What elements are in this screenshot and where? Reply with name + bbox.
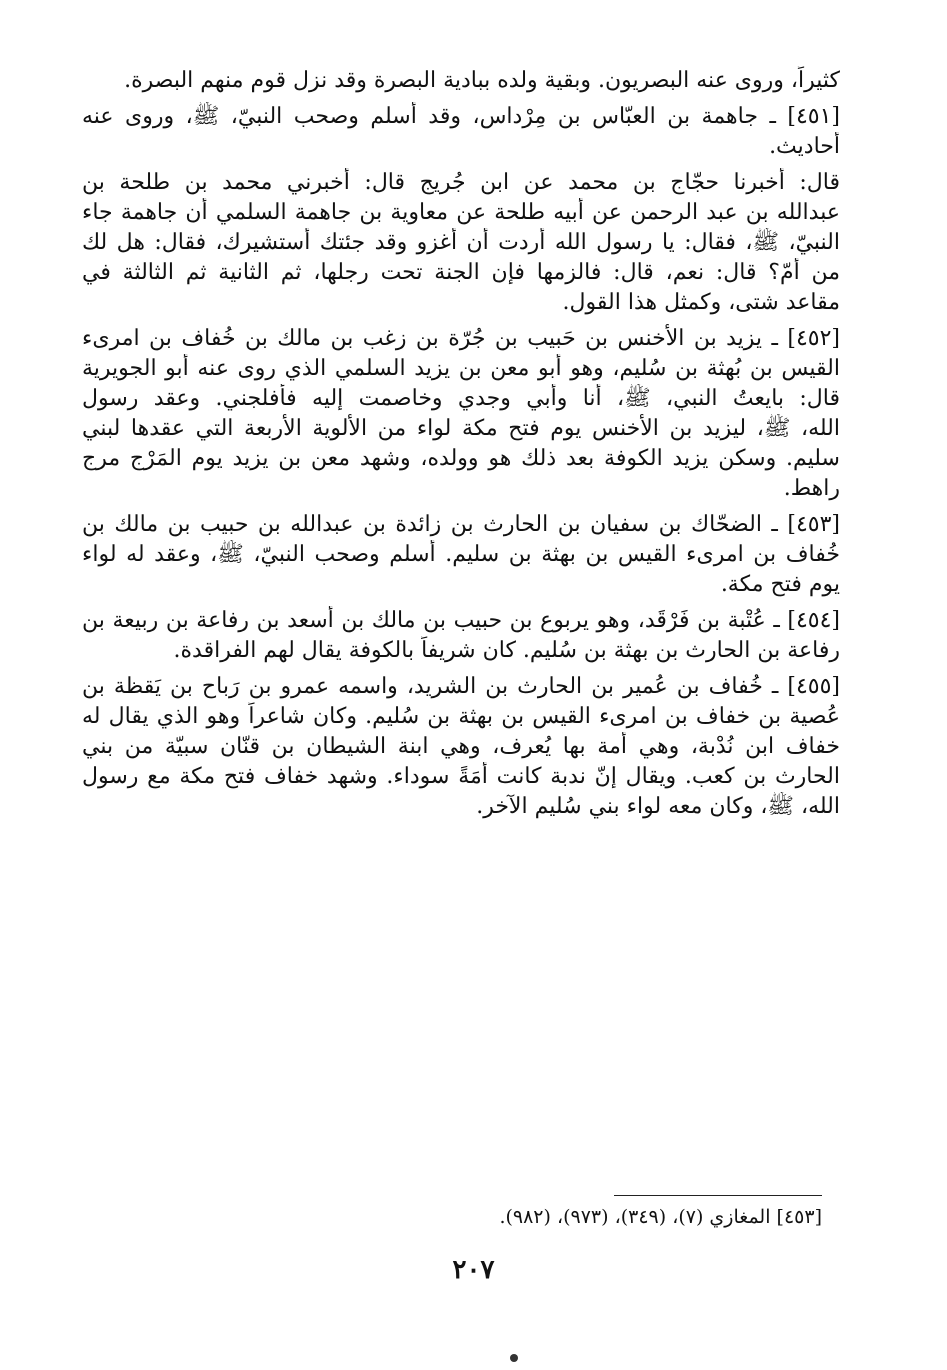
text-line: عبدالله بن عبد الرحمن عن أبيه طلحة عن معاوية بن جاهمة السلمي أن جاهمة جاء	[82, 200, 840, 225]
text-line: الله، ﷺ، وكان معه لواء بني سُليم الآخر.	[476, 794, 840, 819]
text-line: الحارث بن كعب. ويقال إنّ ندبة كانت أمَةً سوداء. وشهد خفاف فتح مكة مع رسول	[82, 764, 840, 789]
footnote-separator	[614, 1195, 822, 1196]
entry-heading-line: [٤٥٣] ـ الضحّاك بن سفيان بن الحارث بن زائدة بن عبدالله بن حبيب بن مالك بن	[82, 512, 840, 537]
text-line: النبيّ، ﷺ، فقال: يا رسول الله أردت أن أغزو وقد جئتك أستشيرك، فقال: هل لك	[82, 230, 840, 255]
text-line: خُفاف بن امرىء القيس بن بهثة بن سليم. أسلم وصحب النبيّ، ﷺ، وعقد له لواء	[82, 542, 840, 567]
footnote: [٤٥٣] المغازي (٧)، (٣٤٩)، (٩٧٣)، (٩٨٢).	[499, 1206, 822, 1228]
main-text	[82, 66, 840, 822]
text-line: القيس بن بُهثة بن سُليم، وهو أبو معن بن يزيد السلمي الذي روى عنه أبو الجويرية	[82, 356, 840, 381]
text-line: عُصية بن خفاف بن امرىء القيس بن بهثة بن سُليم. وكان شاعراً وهو الذي يقال له	[82, 704, 840, 729]
text-line: أحاديث.	[769, 134, 840, 159]
entry-heading-line: [٤٥٢] ـ يزيد بن الأخنس بن حَبيب بن جُرّة بن زغب بن مالك بن خُفاف بن امرىء	[82, 326, 840, 351]
page-number: ٢٠٧	[452, 1255, 495, 1285]
text-line: قال: بايعتُ النبي، ﷺ، أنا وأبي وجدي وخاصمت إليه فأفلجني. وعقد رسول	[82, 386, 840, 411]
text-line: خفاف ابن نُدْبة، وهي أمة بها يُعرف، وهي ابنة الشيطان بن قنّان سبيّة من بني	[82, 734, 840, 759]
text-line: مقاعد شتى، وكمثل هذا القول.	[562, 290, 840, 315]
text-line: قال: أخبرنا حجّاج بن محمد عن ابن جُريج قال: أخبرني محمد بن طلحة بن	[82, 170, 840, 195]
text-line: يوم فتح مكة.	[720, 572, 840, 597]
text-line: كثيراً، وروى عنه البصريون. وبقية ولده ببادية البصرة وقد نزل قوم منهم البصرة.	[124, 68, 840, 93]
scan-mark	[510, 1354, 518, 1362]
text-line: سليم. وسكن يزيد الكوفة بعد ذلك هو وولده، وشهد معن بن يزيد يوم المَرْج مرج	[82, 446, 840, 471]
text-line: رفاعة بن الحارث بن بهثة بن سُليم. كان شريفاً بالكوفة يقال لهم الفراقدة.	[173, 638, 840, 663]
text-line: الله، ﷺ، ليزيد بن الأخنس يوم فتح مكة لواء من الألوية الأربعة التي عقدها لبني	[82, 416, 840, 441]
text-line: راهط.	[783, 476, 840, 501]
text-line: من أمّ؟ قال: نعم، قال: فالزمها فإن الجنة تحت رجلها، ثم الثانية ثم الثالثة في	[82, 260, 840, 285]
entry-heading-line: [٤٥١] ـ جاهمة بن العبّاس بن مِرْداس، وقد أسلم وصحب النبيّ، ﷺ، وروى عنه	[82, 104, 840, 129]
entry-heading-line: [٤٥٤] ـ عُتْبة بن فَرْقَد، وهو يربوع بن حبيب بن مالك بن أسعد بن رفاعة بن ربيعة بن	[82, 608, 840, 633]
entry-heading-line: [٤٥٥] ـ خُفاف بن عُمير بن الحارث بن الشريد، واسمه عمرو بن رَباح بن يَقظة بن	[82, 674, 840, 699]
